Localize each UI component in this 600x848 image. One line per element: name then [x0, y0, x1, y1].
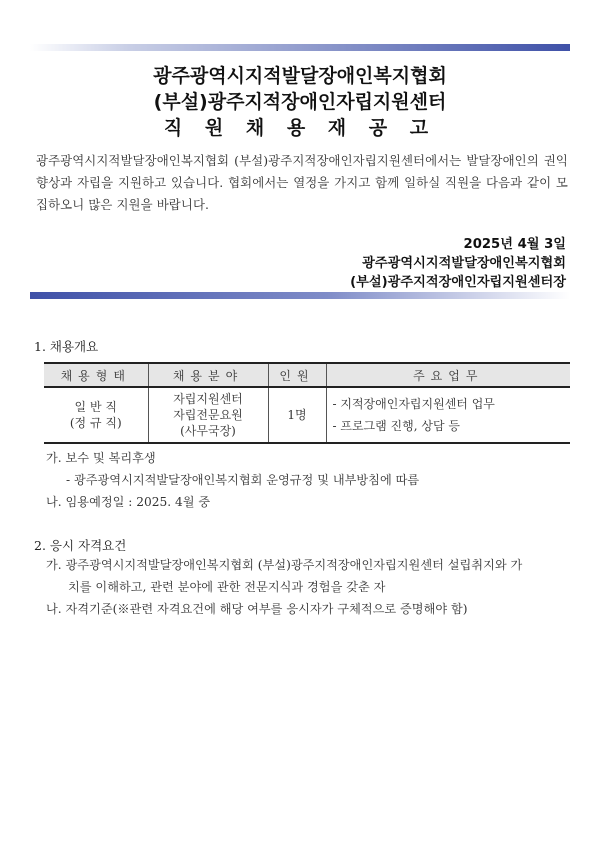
- recruitment-table: [44, 362, 570, 444]
- item-start-date: 나. 임용예정일 : 2025. 4월 중: [46, 495, 211, 509]
- table-header-row: [44, 363, 570, 387]
- header-bottom-bar: [30, 292, 570, 299]
- header-top-bar: [30, 44, 570, 51]
- header-field: 채용분야: [148, 363, 268, 387]
- qualification-criteria: 나. 자격기준(※관련 자격요건에 해당 여부를 응시자가 구체적으로 증명해야 함): [46, 602, 468, 616]
- header-main-duties: 주요업무: [326, 363, 570, 387]
- item-compensation: 가. 보수 및 복리후생: [46, 451, 156, 465]
- qualification-line-1: 가. 광주광역시지적발달장애인복지협회 (부설)광주지적장애인자립지원센터 설립취지와 가: [46, 558, 523, 572]
- title-line-1: 광주광역시지적발달장애인복지협회: [153, 65, 447, 87]
- header-headcount: 인원: [268, 363, 326, 387]
- section-1-heading: 1. 채용개요: [34, 339, 99, 354]
- field-line-3: (사무국장): [180, 424, 236, 438]
- qualification-line-2: 치를 이해하고, 관련 분야에 관한 전문지식과 경험을 갖춘 자: [68, 580, 386, 594]
- type-line-1: 일 반 직: [74, 400, 117, 414]
- type-line-2: (정 규 직): [69, 416, 122, 430]
- intro-paragraph: 광주광역시지적발달장애인복지협회 (부설)광주지적장애인자립지원센터에서는 발달장애인의 권익향상과 자립을 지원하고 있습니다. 협회에서는 열정을 가지고 함께 일하실 직원을 다음과 같이 모집하오니 많은 지원을 바랍니다.: [36, 153, 568, 212]
- title-line-2: (부설)광주지적장애인자립지원센터: [153, 91, 447, 113]
- duty-line-1: - 지적장애인자립지원센터 업무: [332, 397, 495, 411]
- header-employment-type: 채용형태: [44, 363, 148, 387]
- table-row: [44, 387, 570, 443]
- cell-headcount: 1명: [268, 387, 326, 443]
- title-line-3: 직 원 채 용 재 공 고: [163, 117, 437, 139]
- field-line-2: 자립전문요원: [173, 408, 243, 422]
- duty-line-2: - 프로그램 진행, 상담 등: [332, 419, 460, 433]
- cell-field: [148, 387, 268, 443]
- item-compensation-detail: - 광주광역시지적발달장애인복지협회 운영규정 및 내부방침에 따름: [66, 473, 420, 487]
- section-2-heading: 2. 응시 자격요건: [34, 538, 127, 553]
- signature-center: (부설)광주지적장애인자립지원센터장: [350, 275, 566, 290]
- cell-duties: [326, 387, 570, 443]
- notice-date: 2025년 4월 3일: [463, 237, 566, 252]
- field-line-1: 자립지원센터: [173, 392, 243, 406]
- cell-employment-type: [44, 387, 148, 443]
- signature-organization: 광주광역시지적발달장애인복지협회: [362, 256, 566, 271]
